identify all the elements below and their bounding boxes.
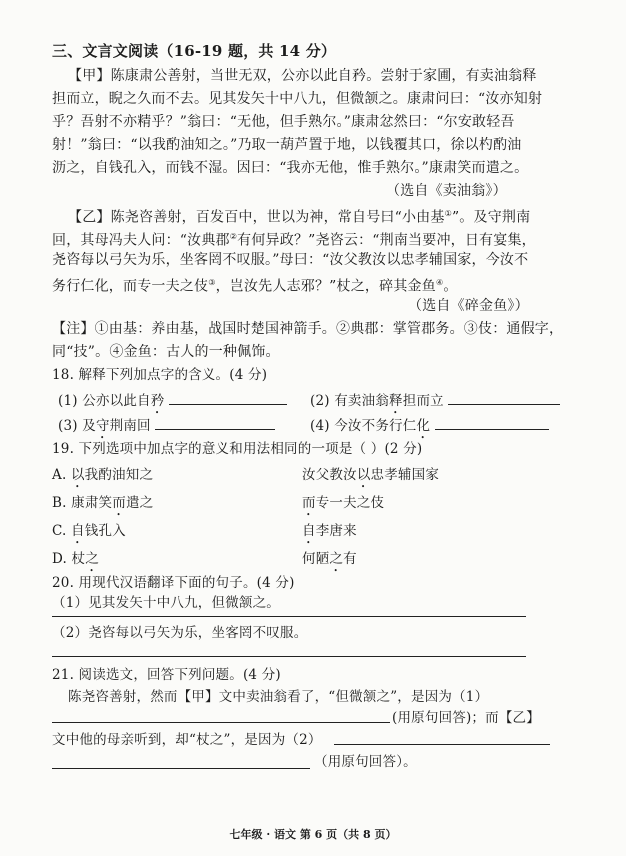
passage-jia-line: 沥之，自钱孔入，而钱不湿。因曰：“我亦无他，惟手熟尔。”康肃笑而遣之。 (52, 160, 529, 176)
q21-answer-blank-1[interactable] (52, 722, 390, 723)
q20-sentence-2: （2）尧咨每以弓矢为乐，坐客罔不叹服。 (52, 625, 308, 641)
q21-line: 文中他的母亲听到，却“杖之”，是因为（2） (52, 732, 322, 748)
q21-line: (用原句回答)；而【乙】 (392, 710, 540, 726)
passage-yi-line: 回，其母冯夫人问：“汝典郡②有何异政？”尧咨云：“荆南当要冲，日有宴集， (52, 232, 536, 249)
q21-answer-blank-2-cont[interactable] (52, 768, 310, 769)
q18-answer-blank[interactable] (155, 416, 275, 430)
q18-item: (3) 及守荆南回 (58, 416, 275, 442)
q18-item: (4) 今汝不务行仁化 (310, 416, 549, 442)
question-21-stem: 21. 阅读选文，回答下列问题。(4 分) (52, 667, 281, 683)
q18-answer-blank[interactable] (435, 416, 549, 430)
passage-yi-line: 务行仁化，而专一夫之伎③，岂汝先人志邪？”杖之，碎其金鱼④。 (52, 278, 458, 295)
q20-answer-line-1[interactable] (52, 616, 526, 617)
passage-yi-source: （选自《碎金鱼》） (408, 298, 529, 314)
q19-option-a-pair: 汝父教汝以忠孝辅国家 (302, 467, 440, 483)
q18-item: (2) 有卖油翁释担而立 (310, 391, 560, 417)
q18-answer-blank[interactable] (448, 391, 560, 405)
q21-line: 陈尧咨善射，然而【甲】文中卖油翁看了，“但微颔之”，是因为（1） (68, 689, 489, 705)
passage-jia-line: 乎？吾射不亦精乎？”翁曰：“无他，但手熟尔。”康肃忿然曰：“尔安敢轻吾 (52, 114, 515, 130)
q18-item: (1) 公亦以此自矜 (58, 391, 287, 417)
q19-option-d-pair: 何陋之有 (302, 551, 357, 567)
passage-jia-line: 射！”翁曰：“以我酌油知之。”乃取一葫芦置于地，以钱覆其口，徐以杓酌油 (52, 137, 522, 153)
q19-option-a[interactable]: A. 以我酌油知之 (52, 467, 154, 483)
passage-jia-line: 担而立，睨之久而不去。见其发矢十中八九，但微颔之。康肃问曰：“汝亦知射 (52, 91, 543, 107)
section-title: 三、文言文阅读（16-19 题，共 14 分） (52, 42, 337, 60)
page-footer: 七年级 · 语文 第 6 页（共 8 页） (229, 828, 397, 841)
question-18-stem: 18. 解释下列加点字的含义。(4 分) (52, 367, 268, 383)
q19-option-c[interactable]: C. 自钱孔入 (52, 523, 126, 539)
notes-line: 同“技”。④金鱼：古人的一种佩饰。 (52, 344, 280, 360)
q20-sentence-1: （1）见其发矢十中八九，但微颔之。 (52, 595, 280, 611)
q19-option-c-pair: 自李唐来 (302, 523, 357, 539)
passage-jia-source: （选自《卖油翁》） (386, 183, 507, 199)
question-19-stem: 19. 下列选项中加点字的意义和用法相同的一项是（ ）(2 分) (52, 441, 423, 457)
passage-yi-line: 【乙】陈尧咨善射，百发百中，世以为神，常自号曰“小由基①”。及守荆南 (68, 209, 531, 226)
passage-yi-line: 尧咨每以弓矢为乐，坐客罔不叹服。”母曰：“汝父教汝以忠孝辅国家，今汝不 (52, 252, 529, 268)
question-20-stem: 20. 用现代汉语翻译下面的句子。(4 分) (52, 575, 295, 591)
q18-answer-blank[interactable] (169, 391, 287, 405)
q21-line: （用原句回答）。 (314, 754, 417, 770)
q20-answer-line-2[interactable] (52, 656, 526, 657)
q19-option-b-pair: 而专一夫之伎 (302, 495, 385, 511)
notes-line: 【注】①由基：养由基，战国时楚国神箭手。②典郡：掌管郡务。③伎：通假字， (52, 321, 564, 337)
q19-option-d[interactable]: D. 杖之 (52, 551, 99, 567)
q19-option-b[interactable]: B. 康肃笑而遣之 (52, 495, 154, 511)
q21-answer-blank-2[interactable] (334, 744, 550, 745)
passage-jia-line: 【甲】陈康肃公善射，当世无双，公亦以此自矜。尝射于家圃，有卖油翁释 (68, 68, 537, 84)
